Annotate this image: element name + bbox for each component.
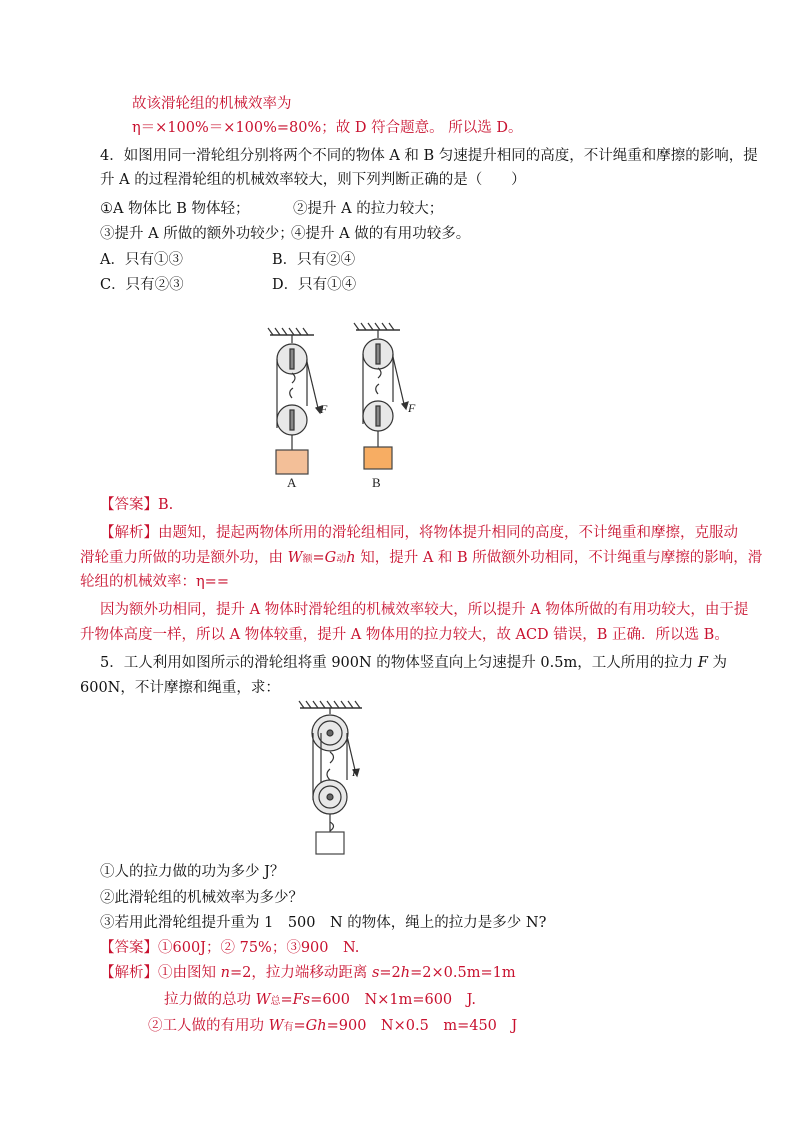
symbol-h: h [400,965,411,981]
q4-option-a: A．只有①③ [100,252,183,268]
symbol-f: F [697,655,708,671]
subscript: 总 [270,996,281,1007]
q5-answer [100,938,359,958]
q4-analysis-line-4: 因为额外功相同，提升 A 物体时滑轮组的机械效率较大，所以提升 A 物体所做的有用功较大，由于提 [100,602,749,618]
analysis-text: 滑轮重力所做的功是额外功，由 [80,550,288,566]
q4-label-b: B [372,475,381,490]
q4-statement-3: ③提升 A 所做的额外功较少； [100,226,294,242]
analysis-text: =600 N×1m=600 J. [310,992,476,1008]
analysis-text: =2×0.5m=1m [410,965,516,981]
analysis-text: = [293,1018,306,1034]
answer-text: ①600J；② 75%；③900 N. [158,940,360,956]
q4-statement-1: ①A 物体比 B 物体轻； [100,201,250,217]
q5-sub-1: ①人的拉力做的功为多少 J？ [100,864,285,880]
answer-tag: 【答案】 [100,497,158,513]
analysis-text: = [312,550,325,566]
stem-text: 为 [707,655,728,671]
subscript: 有 [283,1022,294,1033]
analysis-text: ②工人做的有用功 [148,1018,269,1034]
q4-analysis-line-3: 轮组的机械效率：η== [80,574,229,590]
symbol-w: W [255,992,271,1008]
q4-analysis-line-5: 升物体高度一样，所以 A 物体较重，提升 A 物体用的拉力较大，故 ACD 错误，B 正确．所以选 B。 [80,627,729,643]
analysis-tag: 【解析】 [100,965,158,981]
analysis-text: =2 [379,965,401,981]
analysis-text: =2，拉力端移动距离 [229,965,372,981]
q4-statement-4: ④提升 A 做的有用功较多。 [291,226,471,242]
symbol-fs: Fs [292,992,311,1008]
q5-analysis-line-3 [148,1016,517,1038]
symbol-gh: Gh [305,1018,327,1034]
symbol-w: W [287,550,303,566]
analysis-text: = [280,992,293,1008]
symbol-w: W [268,1018,284,1034]
symbol-g: G [324,550,337,566]
q4-force-label-b: F [408,401,416,415]
symbol-n: n [220,965,230,981]
q5-block [316,832,344,854]
subscript: 动 [336,554,347,565]
q4-force-label-a: F [320,402,328,416]
q4-stem-line-1: 4．如图用同一滑轮组分别将两个不同的物体 A 和 B 匀速提升相同的高度，不计绳重和摩擦的影响，提 [100,148,758,164]
answer-tag: 【答案】 [100,940,158,956]
q4-label-a: A [287,475,297,490]
q5-analysis-line-1 [100,963,516,983]
prev-solution-line-2: η＝×100%＝×100%=80%；故 D 符合题意。 所以选 D。 [132,120,523,136]
analysis-text: 拉力做的总功 [164,992,256,1008]
q4-stem-line-2: 升 A 的过程滑轮组的机械效率较大，则下列判断正确的是（ ） [100,172,526,188]
q5-stem-line-2: 600N，不计摩擦和绳重，求： [80,680,280,696]
symbol-h: h [346,550,356,566]
symbol-s: s [371,965,380,981]
q4-option-c: C．只有②③ [100,277,184,293]
q5-sub-3: ③若用此滑轮组提升重为 1 500 N 的物体，绳上的拉力是多少 N? [100,915,547,931]
q5-sub-2: ②此滑轮组的机械效率为多少？ [100,890,303,906]
stem-text: 5．工人利用如图所示的滑轮组将重 900N 的物体竖直向上匀速提升 0.5m，工人所用的拉力 [100,655,698,671]
analysis-text: 知，提升 A 和 B 所做额外功相同，不计绳重与摩擦的影响，滑 [355,550,763,566]
q5-force-label: F [352,767,359,779]
analysis-tag: 【解析】 [100,525,158,541]
q4-option-b: B．只有②④ [272,252,356,268]
q4-statement-2: ②提升 A 的拉力较大； [293,201,444,217]
analysis-text: ①由图知 [158,965,221,981]
subscript: 额 [302,554,313,565]
analysis-text: 由题知，提起两物体所用的滑轮组相同，将物体提升相同的高度，不计绳重和摩擦，克服动 [158,525,738,541]
q4-option-d: D．只有①④ [272,277,357,293]
answer-text: B. [158,497,174,513]
q5-analysis-line-2 [164,990,476,1012]
analysis-text: =900 N×0.5 m=450 J [326,1018,518,1034]
prev-solution-line-1: 故该滑轮组的机械效率为 [132,96,292,112]
